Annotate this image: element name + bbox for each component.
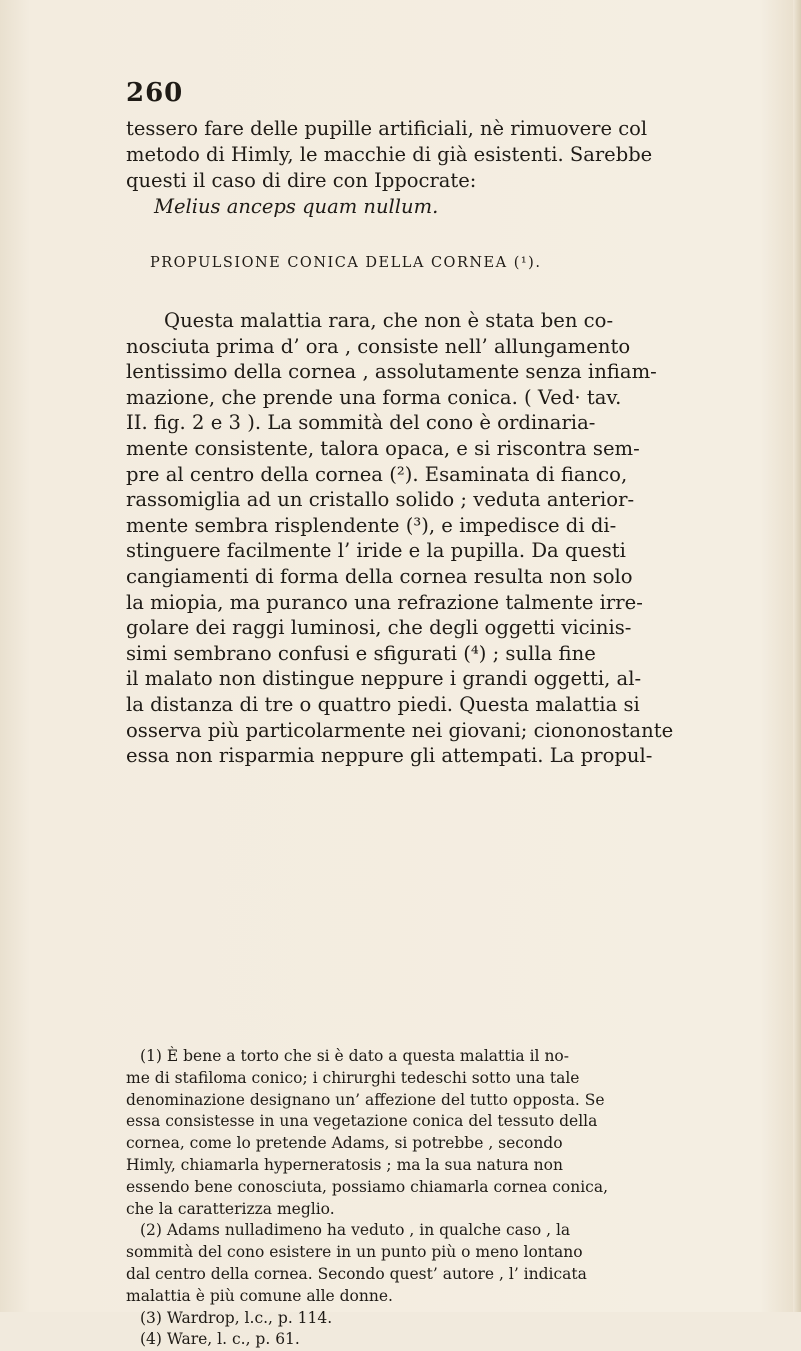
page-edge <box>793 0 801 1312</box>
footnote-line: dal centro della cornea. Secondo quest’ autore , l’ indicata <box>126 1264 587 1283</box>
body-line: golare dei raggi luminosi, che degli oggetti vicinis- <box>126 616 632 640</box>
footnote-line: sommità del cono esistere in un punto più o meno lontano <box>126 1243 583 1262</box>
body-line: Questa malattia rara, che non è stata ben co- <box>164 309 614 332</box>
body-line: mente sembra risplendente (³), e impedisce di di- <box>126 513 617 537</box>
body-line: lentissimo della cornea , assolutamente senza infiam- <box>126 360 657 384</box>
body-line: la miopia, ma puranco una refrazione talmente irre- <box>126 590 643 614</box>
body-line: essa non risparmia neppure gli attempati. La propul- <box>126 744 653 768</box>
footnote-line: malattia è più comune alle donne. <box>126 1286 393 1305</box>
page-number: 260 <box>126 78 184 108</box>
footnote-line: (3) Wardrop, l.c., p. 114. <box>140 1308 333 1327</box>
footnote-line: essendo bene conosciuta, possiamo chiamarla cornea conica, <box>126 1177 609 1196</box>
intro-line: questi il caso di dire con Ippocrate: <box>126 169 477 192</box>
main-paragraph <box>126 308 708 769</box>
footnote-line: (1) È bene a torto che si è dato a questa malattia il no- <box>140 1047 569 1065</box>
body-line: mente consistente, talora opaca, e si riscontra sem- <box>126 436 640 460</box>
body-line: nosciuta prima d’ ora , consiste nell’ allungamento <box>126 334 631 358</box>
body-line: rassomiglia ad un cristallo solido ; veduta anterior- <box>126 488 635 512</box>
intro-line: tessero fare delle pupille artificiali, nè rimuovere col <box>126 117 648 140</box>
footnote-line: me di stafiloma conico; i chirurghi tedeschi sotto una tale <box>126 1068 580 1087</box>
body-line: cangiamenti di forma della cornea resulta non solo <box>126 564 633 588</box>
body-line: II. fig. 2 e 3 ). La sommità del cono è ordinaria- <box>126 411 596 435</box>
intro-line: metodo di Himly, le macchie di già esistenti. Sarebbe <box>126 143 653 166</box>
body-line: mazione, che prende una forma conica. ( Ved· tav. <box>126 385 622 409</box>
body-line: pre al centro della cornea (²). Esaminata di fianco, <box>126 462 628 486</box>
body-line: osserva più particolarmente nei giovani; ciononostante <box>126 718 674 742</box>
section-title: PROPULSIONE CONICA DELLA CORNEA (¹). <box>150 255 542 271</box>
latin-quote: Melius anceps quam nullum. <box>154 195 439 218</box>
footnote-line: denominazione designano un’ affezione del tutto opposta. Se <box>126 1090 605 1109</box>
footnote-line: essa consistesse in una vegetazione conica del tessuto della <box>126 1112 598 1131</box>
intro-paragraph <box>126 116 698 220</box>
body-line: stinguere facilmente l’ iride e la pupilla. Da questi <box>126 539 626 563</box>
body-line: simi sembrano confusi e sfigurati (⁴) ; sulla fine <box>126 641 596 665</box>
footnote-line: (2) Adams nulladimeno ha veduto , in qualche caso , la <box>140 1221 571 1240</box>
footnote-line: Himly, chiamarla hyperneratosis ; ma la sua natura non <box>126 1155 563 1174</box>
footnotes <box>126 1046 712 1351</box>
footnote-line: che la caratterizza meglio. <box>126 1199 335 1218</box>
body-line: il malato non distingue neppure i grandi oggetti, al- <box>126 667 642 691</box>
footnote-line: cornea, come lo pretende Adams, si potrebbe , secondo <box>126 1134 563 1153</box>
footnote-line: (4) Ware, l. c., p. 61. <box>140 1330 300 1349</box>
body-line: la distanza di tre o quattro piedi. Questa malattia si <box>126 692 640 716</box>
